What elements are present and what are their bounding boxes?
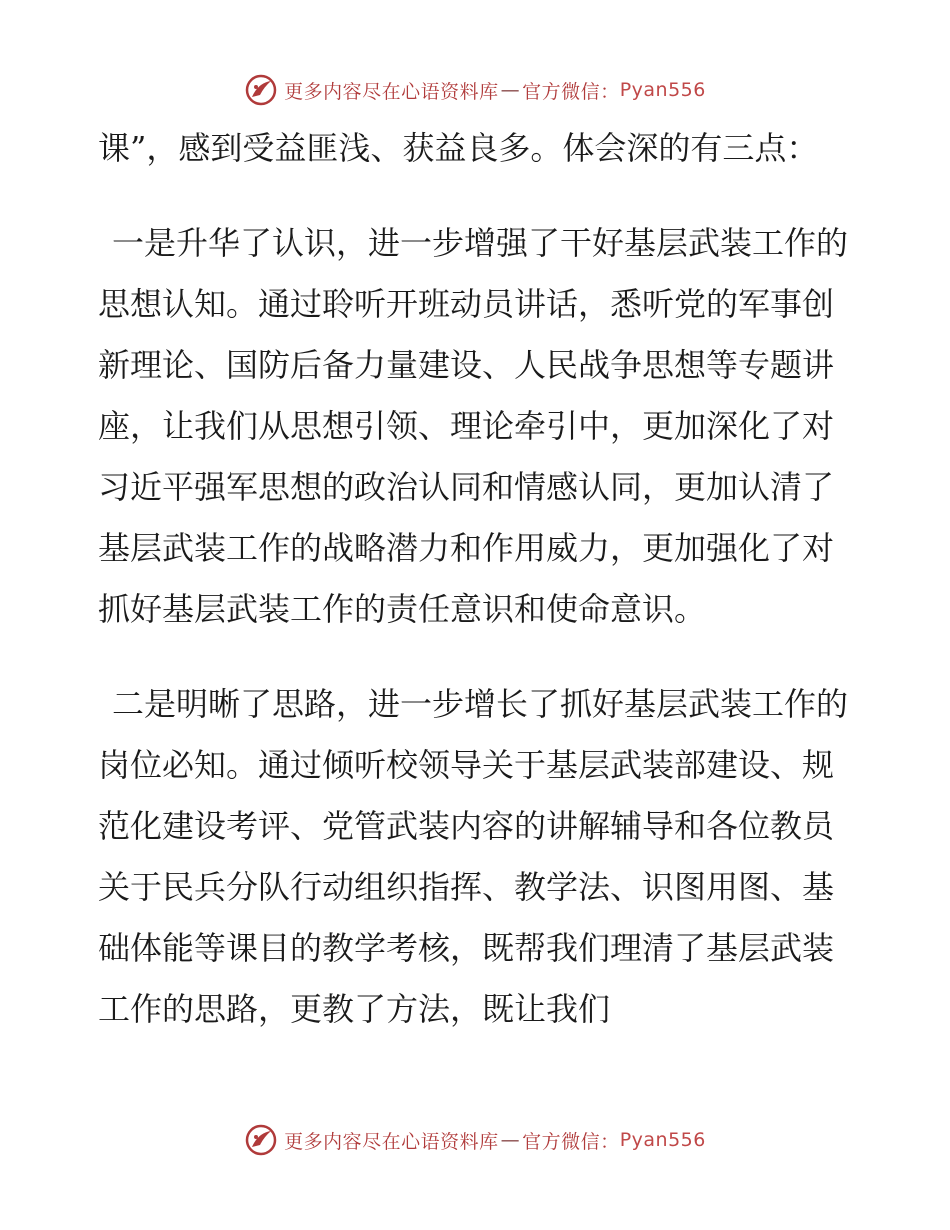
watermark-wechat-label: 官方微信： [522, 80, 620, 103]
watermark-text: 更多内容尽在心语资料库 [284, 80, 499, 103]
paragraph-point-two: 二是明晰了思路，进一步增长了抓好基层武装工作的岗位必知。通过倾听校领导关于基层武装部建设、规范化建设考评、党管武装内容的讲解辅导和各位教员关于民兵分队行动组织指挥、教学法、识图用图、基础体能等课目的教学考核，既帮我们理清了基层武装工作的思路，更教了方法，既让我们 [98, 685, 849, 1028]
watermark-wechat-label: 官方微信： [522, 1130, 620, 1153]
paragraph-continuation: 课”，感到受益匪浅、获益良多。体会深的有三点： [98, 129, 819, 167]
watermark-wechat-id: Pyan556 [619, 79, 706, 101]
watermark-dash: — [500, 1129, 521, 1151]
document-body [98, 118, 858, 1040]
watermark-text: 更多内容尽在心语资料库 [284, 1130, 499, 1153]
logo-icon [244, 1123, 278, 1157]
watermark-dash: — [500, 79, 521, 101]
footer-watermark [0, 1120, 950, 1160]
logo-icon [244, 73, 278, 107]
paragraph-point-one: 一是升华了认识，进一步增强了干好基层武装工作的思想认知。通过聆听开班动员讲话，悉听党的军事创新理论、国防后备力量建设、人民战争思想等专题讲座，让我们从思想引领、理论牵引中，更加深化了对习近平强军思想的政治认同和情感认同，更加认清了基层武装工作的战略潜力和作用威力，更加强化了对抓好基层武装工作的责任意识和使命意识。 [98, 224, 849, 628]
header-watermark [0, 70, 950, 110]
watermark-wechat-id: Pyan556 [619, 1129, 706, 1151]
